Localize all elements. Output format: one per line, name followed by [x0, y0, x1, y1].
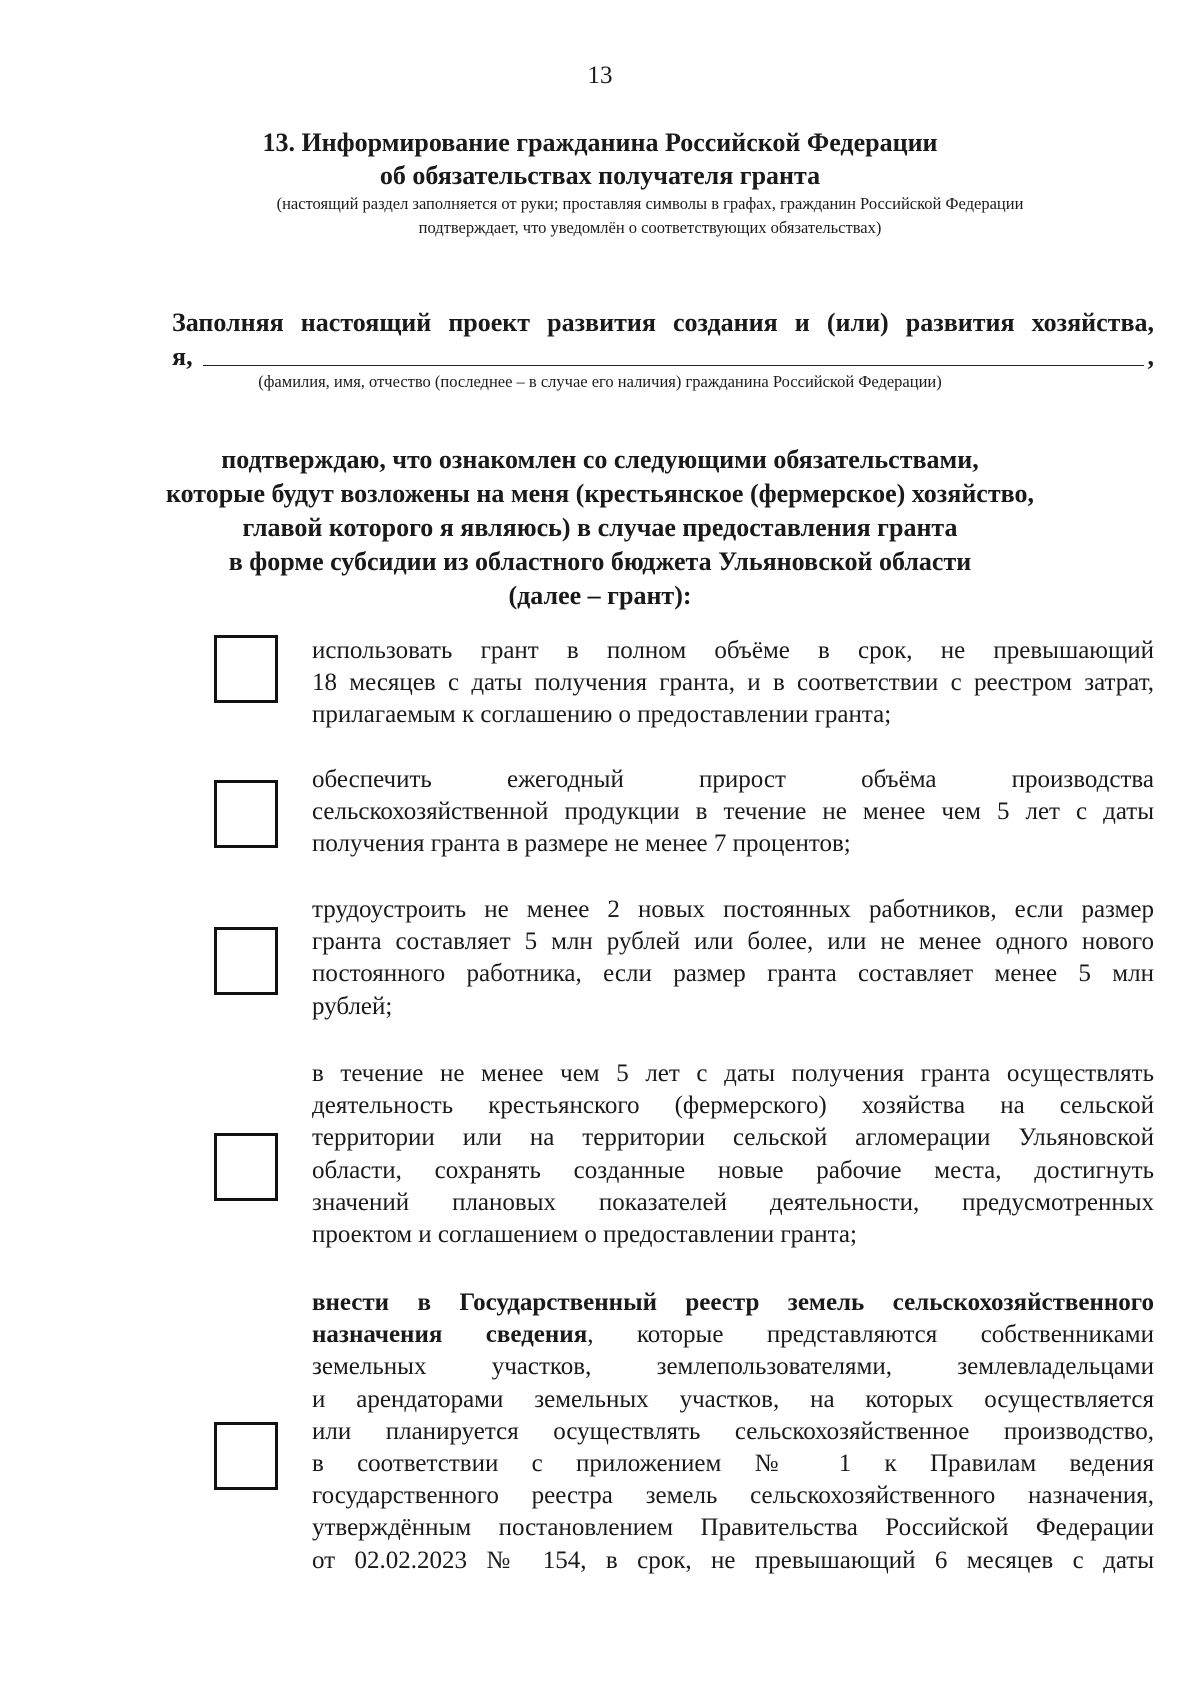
- obligation-checkbox-5[interactable]: [214, 1422, 278, 1490]
- declaration-prefix: я,: [172, 342, 193, 371]
- declaration-name-row: [172, 340, 1154, 374]
- section-note-line-2: подтверждает, что уведомлён о соответствующих обязательствах): [418, 218, 882, 237]
- declaration: [172, 306, 1154, 374]
- obligation-text-3: [312, 894, 1154, 1023]
- obligation-1-line: использовать грант в полном объёме в срок, не превышающий: [312, 637, 1154, 664]
- obligation-3-line: постоянного работника, если размер гранта составляет менее 5 млн: [312, 960, 1154, 988]
- obligation-4-line: области, сохранять созданные новые рабочие места, достигнуть: [312, 1156, 1154, 1184]
- obligation-text-5: [312, 1287, 1154, 1577]
- obligation-4-line: в течение не менее чем 5 лет с даты получения гранта осуществлять: [312, 1060, 1154, 1087]
- obligation-3-line: трудоустроить не менее 2 новых постоянных работников, если размер: [312, 896, 1154, 923]
- obligation-checkbox-3[interactable]: [214, 927, 278, 995]
- obligation-5-line-2: [312, 1319, 1154, 1351]
- section-note: [150, 192, 1150, 240]
- section-title: [0, 126, 1200, 192]
- obligation-4-line: значений плановых показателей деятельности, предусмотренных: [312, 1188, 1154, 1216]
- section-note-line-1: (настоящий раздел заполняется от руки; проставляя символы в графах, гражданин Российской Федерации: [276, 194, 1024, 213]
- section-title-line-2: об обязательствах получателя гранта: [379, 161, 821, 190]
- confirmation-line-2: которые будут возложены на меня (крестьянское (фермерское) хозяйство,: [166, 479, 1034, 508]
- obligation-5-line: от 02.02.2023 № 154, в срок, не превышающий 6 месяцев с даты: [312, 1546, 1154, 1574]
- confirmation-line-4: в форме субсидии из областного бюджета Ульяновской области: [228, 547, 972, 576]
- obligation-5-line-2-rest: , которые представляются собственниками: [587, 1321, 1154, 1349]
- obligation-4-line: проектом и соглашением о предоставлении гранта;: [312, 1221, 857, 1249]
- confirmation-line-3: главой которого я являюсь) в случае предоставления гранта: [242, 513, 958, 542]
- obligation-5-bold-fragment: назначения сведения: [312, 1321, 588, 1349]
- obligation-2-line: сельскохозяйственной продукции в течение не менее чем 5 лет с даты: [312, 798, 1154, 826]
- obligation-2-line: получения гранта в размере не менее 7 процентов;: [312, 830, 851, 858]
- obligation-checkbox-1[interactable]: [214, 635, 278, 703]
- obligation-5-bold-line: внести в Государственный реестр земель сельскохозяйственного: [312, 1289, 1154, 1316]
- obligation-5-line: государственного реестра земель сельскохозяйственного назначения,: [312, 1482, 1154, 1510]
- obligation-text-2: [312, 764, 1154, 861]
- obligation-2-line: обеспечить ежегодный прирост объёма производства: [312, 766, 1154, 793]
- confirmation-line-5: (далее – грант):: [508, 581, 692, 610]
- declaration-suffix: ,: [1147, 342, 1154, 371]
- declaration-line-1: Заполняя настоящий проект развития создания и (или) развития хозяйства,: [172, 308, 1154, 337]
- obligation-1-line: 18 месяцев с даты получения гранта, и в соответствии с реестром затрат,: [312, 669, 1154, 697]
- obligation-4-line: территории или на территории сельской агломерации Ульяновской: [312, 1124, 1154, 1152]
- obligation-checkbox-4[interactable]: [214, 1133, 278, 1201]
- confirmation-line-1: подтверждаю, что ознакомлен со следующими обязательствами,: [221, 445, 979, 474]
- section-title-line-1: 13. Информирование гражданина Российской Федерации: [262, 128, 938, 157]
- name-caption: (фамилия, имя, отчество (последнее – в случае его наличия) гражданина Российской Федерации): [258, 372, 942, 391]
- obligation-3-line: рублей;: [312, 992, 393, 1020]
- confirmation-text: [0, 443, 1200, 613]
- obligation-1-line: прилагаемым к соглашению о предоставлении гранта;: [312, 701, 892, 729]
- name-blank-line[interactable]: [203, 345, 1144, 366]
- obligation-checkbox-2[interactable]: [214, 780, 278, 848]
- page-number: 13: [587, 62, 613, 89]
- obligation-4-line: деятельность крестьянского (фермерского) хозяйства на сельской: [312, 1092, 1154, 1120]
- obligation-5-line: утверждённым постановлением Правительства Российской Федерации: [312, 1514, 1154, 1542]
- obligation-5-line: земельных участков, землепользователями, землевладельцами: [312, 1353, 1154, 1381]
- obligation-text-4: [312, 1058, 1154, 1251]
- obligation-5-line: в соответствии с приложением № 1 к Правилам ведения: [312, 1450, 1154, 1478]
- obligation-text-1: [312, 635, 1154, 732]
- obligation-5-line: или планируется осуществлять сельскохозяйственное производство,: [312, 1417, 1154, 1445]
- obligation-5-line: и арендаторами земельных участков, на которых осуществляется: [312, 1385, 1154, 1413]
- obligation-3-line: гранта составляет 5 млн рублей или более, или не менее одного нового: [312, 928, 1154, 956]
